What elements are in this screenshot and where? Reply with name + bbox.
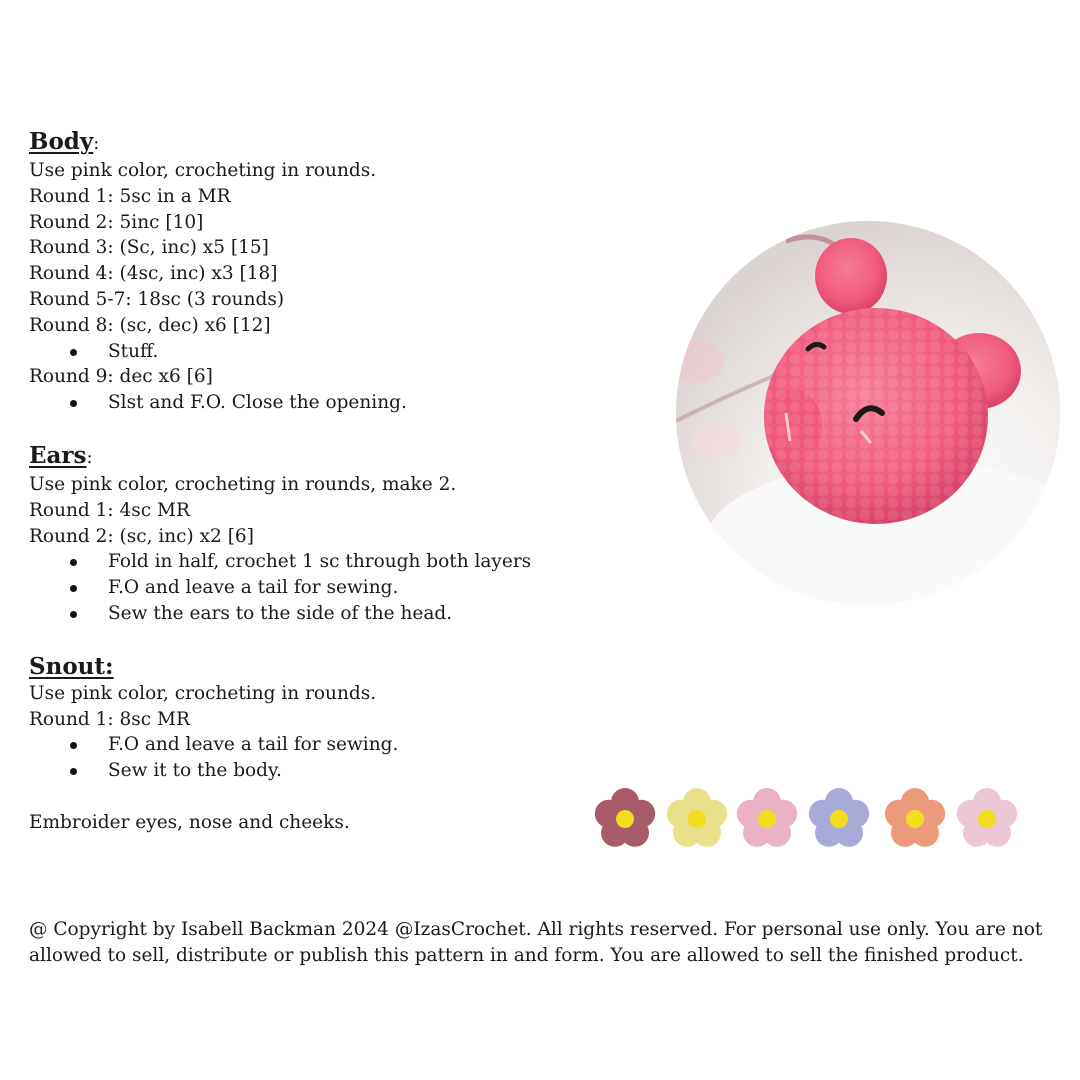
body-heading-colon: :: [93, 133, 100, 154]
bullet-dot: [70, 768, 77, 775]
copyright-line-1: @ Copyright by Isabell Backman 2024 @IzasCrochet. All rights reserved. For personal use only. You are not: [29, 919, 1043, 940]
body-heading: [29, 128, 629, 158]
snout-section: [29, 653, 629, 784]
bullet-dot: [70, 400, 77, 407]
bullet-item: [29, 732, 629, 758]
ears-line: Use pink color, crocheting in rounds, make 2.: [29, 473, 457, 495]
body-heading-title: Body: [29, 128, 94, 155]
body-section: [29, 128, 629, 416]
body-line: Round 2: 5inc [10]: [29, 211, 204, 233]
ears-bullets: [29, 549, 629, 626]
ears-heading-colon: :: [86, 446, 93, 468]
flower-icon: [666, 788, 728, 850]
body-line: Round 3: (Sc, inc) x5 [15]: [29, 237, 269, 259]
ears-section: [29, 442, 629, 627]
body-line: Round 4: (4sc, inc) x3 [18]: [29, 263, 278, 285]
pattern-text: [29, 128, 629, 836]
snout-line: Use pink color, crocheting in rounds.: [29, 682, 377, 704]
bullet-dot: [70, 349, 77, 356]
ears-line: Round 1: 4sc MR: [29, 499, 190, 521]
bullet-text: Stuff.: [108, 340, 159, 362]
bullet-item: [29, 390, 629, 416]
body-line: Round 5-7: 18sc (3 rounds): [29, 288, 285, 310]
bullet-dot: [70, 742, 77, 749]
bullet-dot: [70, 559, 77, 566]
ears-heading-title: Ears: [29, 441, 87, 469]
flower-icon: [594, 788, 656, 850]
body-line: Use pink color, crocheting in rounds.: [29, 160, 377, 181]
bullet-item: [29, 549, 629, 575]
bullet-item: [29, 758, 629, 784]
flower-icon: [808, 788, 870, 850]
copyright-line-2: allowed to sell, distribute or publish this pattern in and form. You are allowed to sell the finished product.: [29, 945, 1024, 966]
body-bullets-a: [29, 339, 629, 365]
flower-icon: [736, 788, 798, 850]
snout-heading-title: Snout:: [29, 652, 114, 680]
snout-bullets: [29, 732, 629, 784]
bullet-item: [29, 575, 629, 601]
body-bullets-b: [29, 390, 629, 416]
bullet-text: Sew it to the body.: [108, 760, 282, 782]
bullet-dot: [70, 611, 77, 618]
body-line: Round 8: (sc, dec) x6 [12]: [29, 314, 271, 336]
snout-line: Round 1: 8sc MR: [29, 708, 190, 730]
bullet-dot: [70, 585, 77, 592]
body-line: Round 9: dec x6 [6]: [29, 366, 213, 388]
snout-heading: [29, 653, 629, 681]
crochet-pig-illustration: [676, 221, 1060, 605]
copyright-footer: [29, 917, 1043, 969]
flower-row: [594, 788, 1024, 850]
ears-line: Round 2: (sc, inc) x2 [6]: [29, 525, 254, 547]
flower-icon: [956, 788, 1018, 850]
bullet-item: [29, 339, 629, 365]
crochet-pig-photo: [676, 221, 1060, 605]
flower-icon: [884, 788, 946, 850]
bullet-item: [29, 601, 629, 627]
embroider-note: Embroider eyes, nose and cheeks.: [29, 811, 350, 833]
bullet-text: Fold in half, crochet 1 sc through both layers: [108, 551, 532, 573]
body-line: Round 1: 5sc in a MR: [29, 185, 231, 207]
bullet-text: F.O and leave a tail for sewing.: [108, 734, 399, 756]
bullet-text: F.O and leave a tail for sewing.: [108, 577, 399, 599]
bullet-text: Slst and F.O. Close the opening.: [108, 392, 407, 414]
ears-heading: [29, 442, 629, 472]
bullet-text: Sew the ears to the side of the head.: [108, 602, 453, 624]
